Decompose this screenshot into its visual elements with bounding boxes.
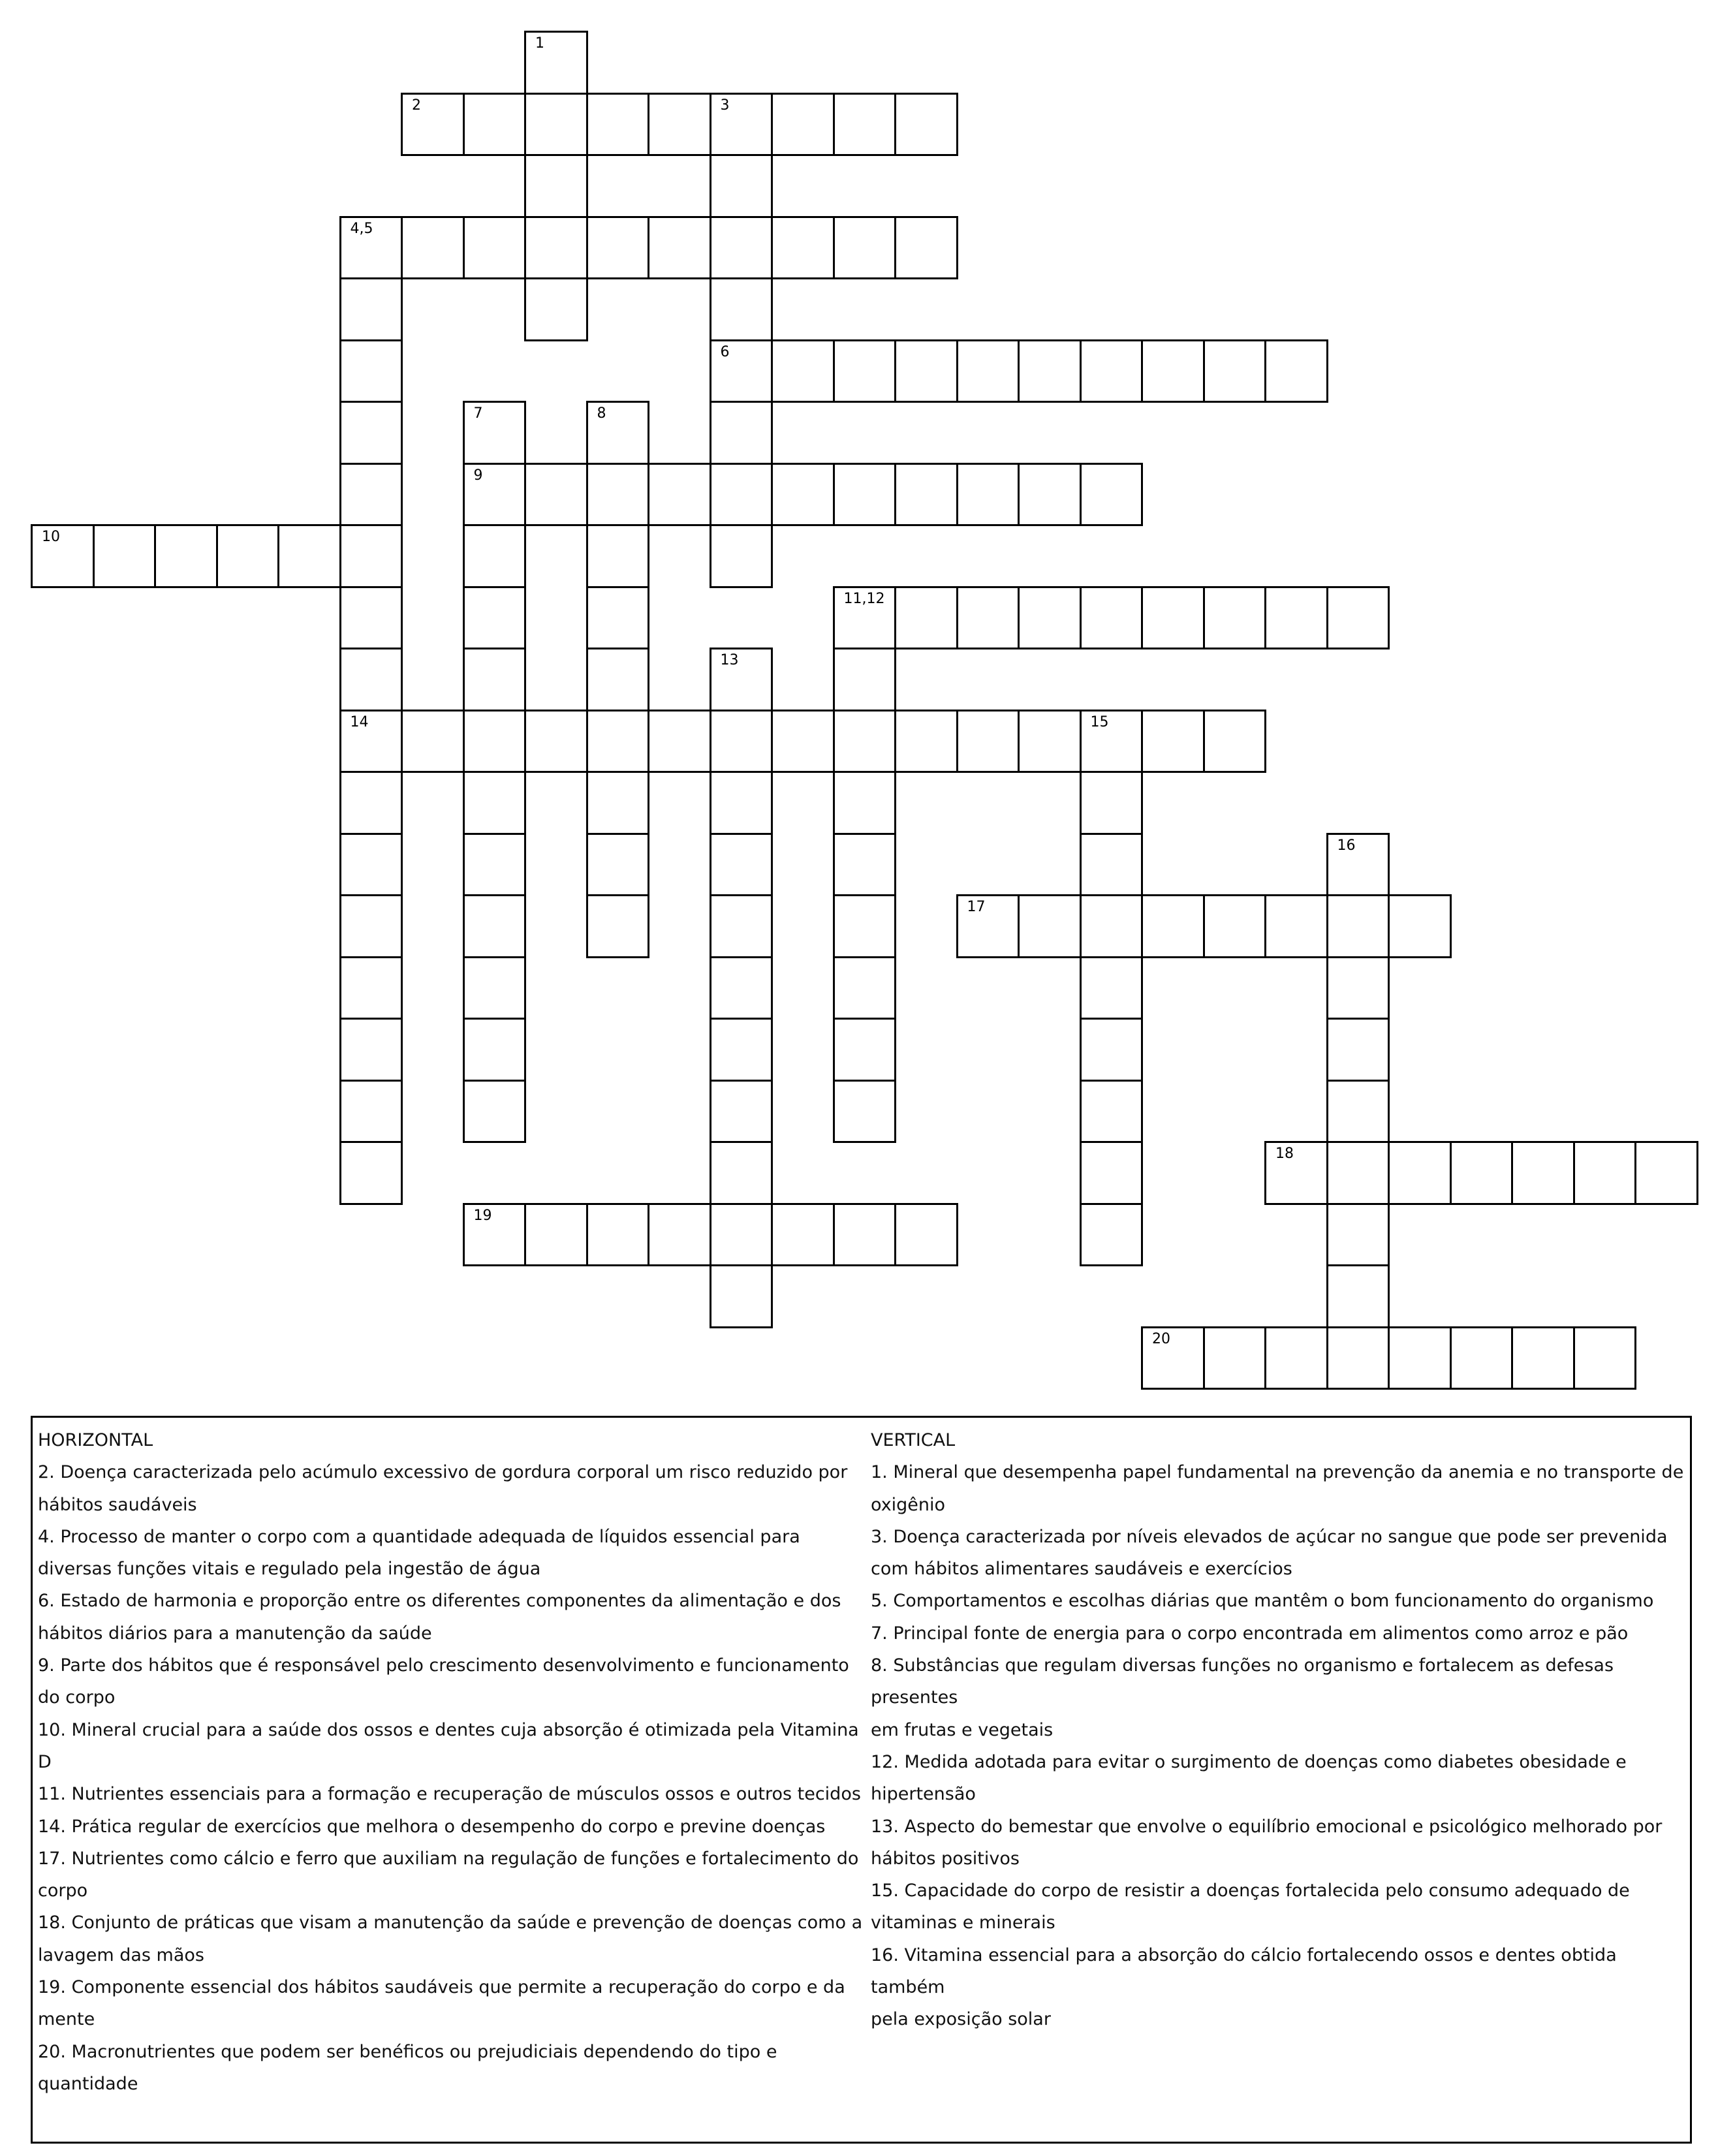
crossword-cell[interactable] [339, 216, 403, 280]
crossword-cell[interactable] [1080, 1018, 1144, 1082]
crossword-cell[interactable] [1080, 710, 1144, 773]
crossword-cell[interactable] [1326, 1203, 1390, 1267]
clue-line: vitaminas e minerais [871, 1913, 1055, 1933]
crossword-cell[interactable] [771, 339, 835, 403]
crossword-cell[interactable] [463, 93, 527, 157]
crossword-cell[interactable] [1141, 339, 1205, 403]
clue-line: 3. Doença caracterizada por níveis elevados de açúcar no sangue que pode ser prevenida [871, 1526, 1668, 1547]
clue-number: 15 [1090, 713, 1109, 730]
crossword-cell[interactable] [1264, 894, 1328, 958]
clue-line: com hábitos alimentares saudáveis e exercícios [871, 1559, 1292, 1580]
crossword-cell[interactable] [463, 216, 527, 280]
vertical-heading: VERTICAL [871, 1430, 956, 1450]
clue-line: 6. Estado de harmonia e proporção entre os diferentes componentes da alimentação e dos [38, 1591, 841, 1612]
crossword-cell[interactable] [771, 93, 835, 157]
crossword-cell[interactable] [1511, 1326, 1575, 1390]
crossword-cell[interactable] [586, 586, 650, 650]
crossword-cell[interactable] [771, 463, 835, 527]
clue-number: 14 [350, 713, 369, 730]
clue-line: 18. Conjunto de práticas que visam a manutenção da saúde e prevenção de doenças como a [38, 1913, 863, 1933]
crossword-cell[interactable] [524, 277, 588, 341]
crossword-cell[interactable] [710, 154, 773, 218]
clue-line: lavagem das mãos [38, 1945, 204, 1965]
crossword-cell[interactable] [648, 710, 711, 773]
crossword-cell[interactable] [1326, 586, 1390, 650]
crossword-cell[interactable] [1018, 586, 1082, 650]
clue-line: 15. Capacidade do corpo de resistir a doenças fortalecida pelo consumo adequado de [871, 1881, 1630, 1901]
clue-line: em frutas e vegetais [871, 1719, 1054, 1740]
crossword-cell[interactable] [894, 710, 958, 773]
clue-number: 8 [597, 405, 606, 422]
crossword-cell[interactable] [524, 710, 588, 773]
clue-line: hipertensão [871, 1784, 976, 1805]
crossword-cell[interactable] [1018, 339, 1082, 403]
crossword-cell[interactable] [1388, 1326, 1452, 1390]
clue-number: 17 [967, 899, 986, 915]
crossword-cell[interactable] [586, 833, 650, 897]
crossword-cell[interactable] [216, 524, 280, 588]
crossword-cell[interactable] [339, 1080, 403, 1144]
crossword-cell[interactable] [1080, 586, 1144, 650]
crossword-cell[interactable] [710, 1080, 773, 1144]
clue-number: 1 [535, 35, 544, 52]
crossword-cell[interactable] [710, 771, 773, 835]
clue-line: 1. Mineral que desempenha papel fundamental na prevenção da anemia e no transporte de [871, 1462, 1684, 1483]
crossword-cell[interactable] [710, 833, 773, 897]
horizontal-clues [38, 1424, 867, 2100]
crossword-cell[interactable] [1264, 1141, 1328, 1205]
crossword-cell[interactable] [1326, 1080, 1390, 1144]
crossword-cell[interactable] [956, 710, 1020, 773]
crossword-cell[interactable] [339, 463, 403, 527]
crossword-cell[interactable] [771, 216, 835, 280]
clue-number: 16 [1337, 837, 1356, 854]
crossword-cell[interactable] [93, 524, 157, 588]
crossword-cell[interactable] [463, 648, 527, 711]
crossword-cell[interactable] [401, 710, 465, 773]
clue-number: 9 [473, 467, 483, 484]
clue-line: 9. Parte dos hábitos que é responsável pelo crescimento desenvolvimento e funcionamento [38, 1655, 849, 1676]
crossword-cell[interactable] [1080, 1141, 1144, 1205]
crossword-cell[interactable] [710, 401, 773, 465]
crossword-cell[interactable] [833, 93, 897, 157]
crossword-cell[interactable] [1080, 771, 1144, 835]
crossword-cell[interactable] [1326, 956, 1390, 1020]
clue-line: 20. Macronutrientes que podem ser benéficos ou prejudiciais dependendo do tipo e [38, 2041, 777, 2062]
crossword-cell[interactable] [1080, 894, 1144, 958]
crossword-cell[interactable] [463, 710, 527, 773]
crossword-cell[interactable] [1634, 1141, 1698, 1205]
clue-line: 11. Nutrientes essenciais para a formação e recuperação de músculos ossos e outros tecidos [38, 1784, 861, 1805]
clue-line: 7. Principal fonte de energia para o corpo encontrada em alimentos como arroz e pão [871, 1623, 1629, 1644]
crossword-cell[interactable] [339, 710, 403, 773]
crossword-cell[interactable] [1388, 894, 1452, 958]
crossword-cell[interactable] [710, 277, 773, 341]
crossword-cell[interactable] [339, 339, 403, 403]
crossword-cell[interactable] [1018, 894, 1082, 958]
vertical-clue-list [871, 1456, 1687, 2035]
clue-line: 2. Doença caracterizada pelo acúmulo excessivo de gordura corporal um risco reduzido por [38, 1462, 848, 1483]
crossword-cell[interactable] [833, 1018, 897, 1082]
crossword-cell[interactable] [463, 1203, 527, 1267]
clue-line: 14. Prática regular de exercícios que melhora o desempenho do corpo e previne doenças [38, 1816, 826, 1837]
crossword-cell[interactable] [339, 1141, 403, 1205]
crossword-cell[interactable] [524, 463, 588, 527]
crossword-cell[interactable] [1450, 1326, 1514, 1390]
crossword-cell[interactable] [1511, 1141, 1575, 1205]
clue-line: oxigênio [871, 1494, 946, 1515]
crossword-cell[interactable] [833, 648, 897, 711]
clue-line: 4. Processo de manter o corpo com a quantidade adequada de líquidos essencial para [38, 1526, 800, 1547]
clue-line: 8. Substâncias que regulam diversas funções no organismo e fortalecem as defesas presentes [871, 1655, 1614, 1708]
crossword-cell[interactable] [1080, 956, 1144, 1020]
crossword-cell[interactable] [1264, 586, 1328, 650]
crossword-cell[interactable] [339, 833, 403, 897]
clue-line: 12. Medida adotada para evitar o surgimento de doenças como diabetes obesidade e [871, 1751, 1627, 1772]
crossword-cell[interactable] [1203, 710, 1267, 773]
crossword-cell[interactable] [1080, 463, 1144, 527]
crossword-cell[interactable] [833, 833, 897, 897]
crossword-cell[interactable] [1326, 1264, 1390, 1328]
crossword-cell[interactable] [710, 93, 773, 157]
crossword-cell[interactable] [1080, 1080, 1144, 1144]
crossword-cell[interactable] [1264, 1326, 1328, 1390]
crossword-cell[interactable] [463, 586, 527, 650]
crossword-cell[interactable] [586, 1203, 650, 1267]
horizontal-heading: HORIZONTAL [38, 1430, 153, 1450]
crossword-cell[interactable] [463, 771, 527, 835]
crossword-cell[interactable] [833, 463, 897, 527]
crossword-cell[interactable] [586, 771, 650, 835]
crossword-cell[interactable] [524, 154, 588, 218]
crossword-cell[interactable] [833, 956, 897, 1020]
crossword-cell[interactable] [586, 463, 650, 527]
crossword-cell[interactable] [956, 586, 1020, 650]
crossword-cell[interactable] [771, 710, 835, 773]
crossword-cell[interactable] [463, 833, 527, 897]
clue-line: 5. Comportamentos e escolhas diárias que mantêm o bom funcionamento do organismo [871, 1591, 1654, 1612]
crossword-cell[interactable] [710, 1264, 773, 1328]
crossword-cell[interactable] [1203, 586, 1267, 650]
crossword-cell[interactable] [894, 1203, 958, 1267]
crossword-cell[interactable] [339, 894, 403, 958]
crossword-cell[interactable] [1018, 463, 1082, 527]
vertical-clues [871, 1424, 1687, 2036]
clue-number: 13 [720, 652, 739, 668]
crossword-cell[interactable] [339, 1018, 403, 1082]
crossword-cell[interactable] [710, 1141, 773, 1205]
crossword-cell[interactable] [894, 93, 958, 157]
crossword-cell[interactable] [277, 524, 341, 588]
crossword-cell[interactable] [710, 339, 773, 403]
crossword-cell[interactable] [1326, 1141, 1390, 1205]
clue-line: do corpo [38, 1687, 116, 1708]
horizontal-clue-list [38, 1456, 867, 2100]
crossword-cell[interactable] [710, 648, 773, 711]
clue-number: 7 [473, 405, 483, 422]
crossword-cell[interactable] [1450, 1141, 1514, 1205]
crossword-cell[interactable] [463, 463, 527, 527]
crossword-cell[interactable] [894, 216, 958, 280]
crossword-cell[interactable] [463, 1018, 527, 1082]
crossword-cell[interactable] [710, 956, 773, 1020]
crossword-cell[interactable] [833, 216, 897, 280]
crossword-cell[interactable] [648, 93, 711, 157]
crossword-cell[interactable] [710, 463, 773, 527]
crossword-cell[interactable] [648, 1203, 711, 1267]
crossword-cell[interactable] [1080, 339, 1144, 403]
crossword-cell[interactable] [1573, 1141, 1637, 1205]
crossword-cell[interactable] [894, 586, 958, 650]
crossword-cell[interactable] [710, 524, 773, 588]
crossword-cell[interactable] [524, 1203, 588, 1267]
crossword-cell[interactable] [463, 956, 527, 1020]
crossword-cell[interactable] [1018, 710, 1082, 773]
clue-line: diversas funções vitais e regulado pela ingestão de água [38, 1559, 541, 1580]
crossword-cell[interactable] [1573, 1326, 1637, 1390]
crossword-cell[interactable] [1080, 833, 1144, 897]
crossword-cell[interactable] [956, 463, 1020, 527]
crossword-cell[interactable] [339, 524, 403, 588]
crossword-cell[interactable] [339, 586, 403, 650]
clue-number: 4,5 [350, 220, 373, 237]
crossword-cell[interactable] [833, 586, 897, 650]
crossword-cell[interactable] [339, 277, 403, 341]
crossword-cell[interactable] [586, 710, 650, 773]
crossword-cell[interactable] [710, 1018, 773, 1082]
crossword-cell[interactable] [401, 93, 465, 157]
clue-line: pela exposição solar [871, 2009, 1051, 2030]
crossword-cell[interactable] [1203, 339, 1267, 403]
crossword-cell[interactable] [586, 894, 650, 958]
crossword-cell[interactable] [339, 401, 403, 465]
crossword-cell[interactable] [463, 894, 527, 958]
crossword-cell[interactable] [524, 31, 588, 95]
clue-number: 19 [473, 1207, 492, 1224]
clue-number: 2 [412, 97, 421, 114]
crossword-cell[interactable] [586, 93, 650, 157]
crossword-cell[interactable] [710, 1203, 773, 1267]
crossword-cell[interactable] [648, 216, 711, 280]
crossword-cell[interactable] [586, 524, 650, 588]
clue-line: corpo [38, 1881, 88, 1901]
crossword-cell[interactable] [1326, 894, 1390, 958]
clue-line: 10. Mineral crucial para a saúde dos ossos e dentes cuja absorção é otimizada pela Vitamina [38, 1719, 859, 1740]
crossword-cell[interactable] [1141, 710, 1205, 773]
crossword-cell[interactable] [833, 1203, 897, 1267]
clues-box [31, 1416, 1692, 2144]
clue-line: 16. Vitamina essencial para a absorção do cálcio fortalecendo ossos e dentes obtida também [871, 1945, 1617, 1998]
crossword-cell[interactable] [956, 894, 1020, 958]
crossword-cell[interactable] [463, 524, 527, 588]
crossword-cell[interactable] [586, 401, 650, 465]
crossword-cell[interactable] [648, 463, 711, 527]
crossword-cell[interactable] [771, 1203, 835, 1267]
clue-line: hábitos saudáveis [38, 1494, 197, 1515]
crossword-cell[interactable] [833, 339, 897, 403]
crossword-cell[interactable] [401, 216, 465, 280]
crossword-cell[interactable] [339, 771, 403, 835]
crossword-cell[interactable] [1080, 1203, 1144, 1267]
clue-line: 19. Componente essencial dos hábitos saudáveis que permite a recuperação do corpo e da [38, 1977, 845, 1998]
crossword-cell[interactable] [339, 648, 403, 711]
clue-number: 3 [720, 97, 730, 114]
crossword-cell[interactable] [339, 956, 403, 1020]
crossword-cell[interactable] [956, 339, 1020, 403]
crossword-cell[interactable] [1326, 1326, 1390, 1390]
crossword-cell[interactable] [1203, 894, 1267, 958]
clue-line: 13. Aspecto do bemestar que envolve o equilíbrio emocional e psicológico melhorado por [871, 1816, 1663, 1837]
crossword-cell[interactable] [833, 894, 897, 958]
crossword-cell[interactable] [1326, 1018, 1390, 1082]
crossword-cell[interactable] [524, 93, 588, 157]
clue-line: quantidade [38, 2073, 138, 2094]
crossword-cell[interactable] [586, 216, 650, 280]
crossword-cell[interactable] [154, 524, 218, 588]
crossword-cell[interactable] [833, 1080, 897, 1144]
clue-number: 20 [1152, 1330, 1170, 1347]
crossword-cell[interactable] [710, 894, 773, 958]
crossword-cell[interactable] [524, 216, 588, 280]
clue-number: 11,12 [843, 590, 885, 607]
crossword-cell[interactable] [833, 771, 897, 835]
crossword-cell[interactable] [710, 710, 773, 773]
crossword-cell[interactable] [894, 463, 958, 527]
crossword-cell[interactable] [833, 710, 897, 773]
clue-line: D [38, 1751, 52, 1772]
crossword-cell[interactable] [463, 1080, 527, 1144]
clue-line: mente [38, 2009, 95, 2030]
clue-number: 6 [720, 343, 730, 360]
crossword-cell[interactable] [894, 339, 958, 403]
crossword-cell[interactable] [31, 524, 95, 588]
crossword-cell[interactable] [1141, 586, 1205, 650]
crossword-cell[interactable] [1141, 1326, 1205, 1390]
crossword-cell[interactable] [463, 401, 527, 465]
clue-number: 18 [1275, 1146, 1294, 1162]
crossword-cell[interactable] [1141, 894, 1205, 958]
crossword-cell[interactable] [1326, 833, 1390, 897]
crossword-cell[interactable] [1203, 1326, 1267, 1390]
clue-line: hábitos positivos [871, 1848, 1020, 1869]
clue-line: hábitos diários para a manutenção da saúde [38, 1623, 432, 1644]
crossword-cell[interactable] [586, 648, 650, 711]
clue-number: 10 [42, 529, 60, 545]
crossword-cell[interactable] [1264, 339, 1328, 403]
crossword-cell[interactable] [1388, 1141, 1452, 1205]
crossword-cell[interactable] [710, 216, 773, 280]
clue-line: 17. Nutrientes como cálcio e ferro que auxiliam na regulação de funções e fortalecimento do [38, 1848, 859, 1869]
